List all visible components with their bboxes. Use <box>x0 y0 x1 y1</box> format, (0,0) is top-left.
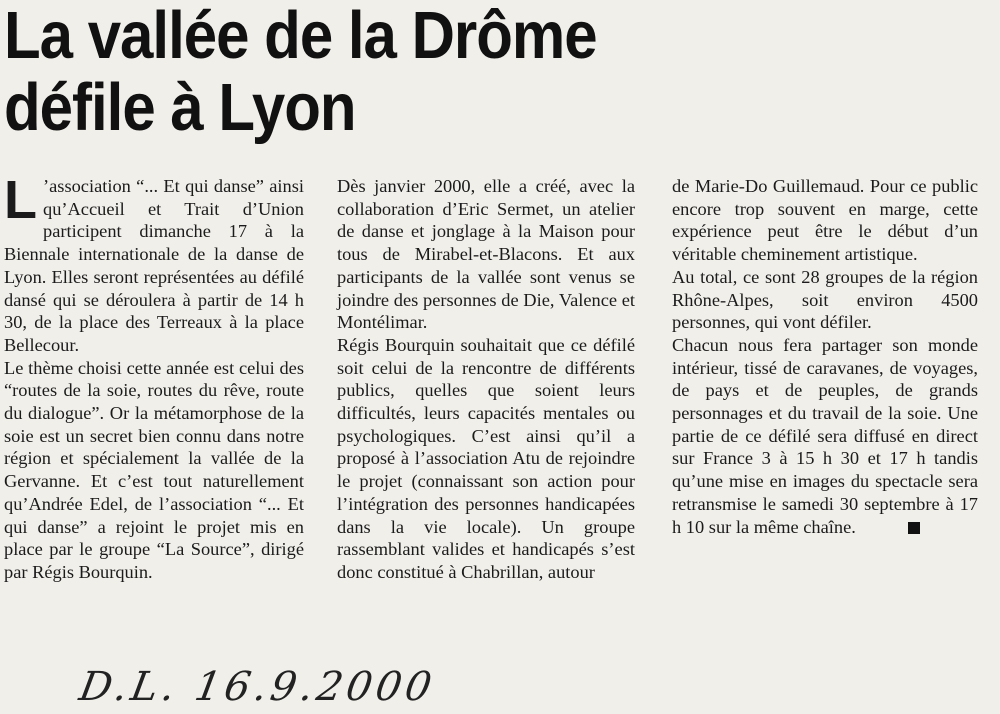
handwritten-source-date: D.L. 16.9.2000 <box>75 664 439 710</box>
paragraph: Au total, ce sont 28 groupes de la région Rhône-Alpes, soit environ 4500 personnes, qui vont défiler. <box>672 266 978 333</box>
article-column-2 <box>337 175 635 584</box>
paragraph <box>4 170 304 357</box>
end-of-article-mark <box>908 522 920 534</box>
paragraph: Dès janvier 2000, elle a créé, avec la collaboration d’Eric Sermet, un atelier de danse et jonglage à la Maison pour tous de Mirabel-et-Blacons. Et aux participants de la vallée sont venus se joindre des personnes de Die, Valence et Montélimar. <box>337 176 635 333</box>
article-column-1 <box>4 170 304 584</box>
article-column-3 <box>672 175 978 538</box>
paragraph-text: ’association “... Et qui danse” ainsi qu’Accueil et Trait d’Union participent dimanche 17 à la Biennale internationale de la danse de Lyon. Elles seront représentées au défilé dansé qui se déroulera à partir de 14 h 30, de la place des Terreaux à la place Bellecour. <box>4 176 304 355</box>
paragraph: Le thème choisi cette année est celui des “routes de la soie, routes du rêve, route du dialogue”. Or la métamorphose de la soie est un secret bien connu dans notre région et spécialement la vallée de la Gervanne. Et c’est tout naturellement qu’Andrée Edel, de l’association “... Et qui danse” a rejoint le projet mis en place par le groupe “La Source”, dirigé par Régis Bourquin. <box>4 357 304 582</box>
paragraph-text: Chacun nous fera partager son monde intérieur, tissé de caravanes, de voyages, de pays et de peuples, de grands personnages et du travail de la soie. Une partie de ce défilé sera diffusé en direct sur France 3 à 15 h 30 et 17 h tandis qu’une mise en images du spectacle sera retransmise le samedi 30 septembre à 17 h 10 sur la même chaîne. <box>672 334 978 537</box>
headline-line-2: défile à Lyon <box>4 69 356 145</box>
headline-line-1: La vallée de la Drôme <box>4 0 597 73</box>
paragraph <box>672 334 978 538</box>
paragraph: de Marie-Do Guillemaud. Pour ce public encore trop souvent en marge, cette expérience peut être le début d’un véritable cheminement artistique. <box>672 176 978 265</box>
paragraph: Régis Bourquin souhaitait que ce défilé soit celui de la rencontre de différents publics, quelles que soient leurs difficultés, leurs capacités mentales ou psychologiques. C’est ainsi qu’il a proposé à l’association Atu de rejoindre le projet (connaissant son action pour l’intégration des personnes handicapées dans la vie locale). Un groupe rassemblant valides et handicapés s’est donc constitué à Chabrillan, autour <box>337 334 635 582</box>
drop-cap: L <box>4 170 37 230</box>
headline <box>4 0 644 143</box>
